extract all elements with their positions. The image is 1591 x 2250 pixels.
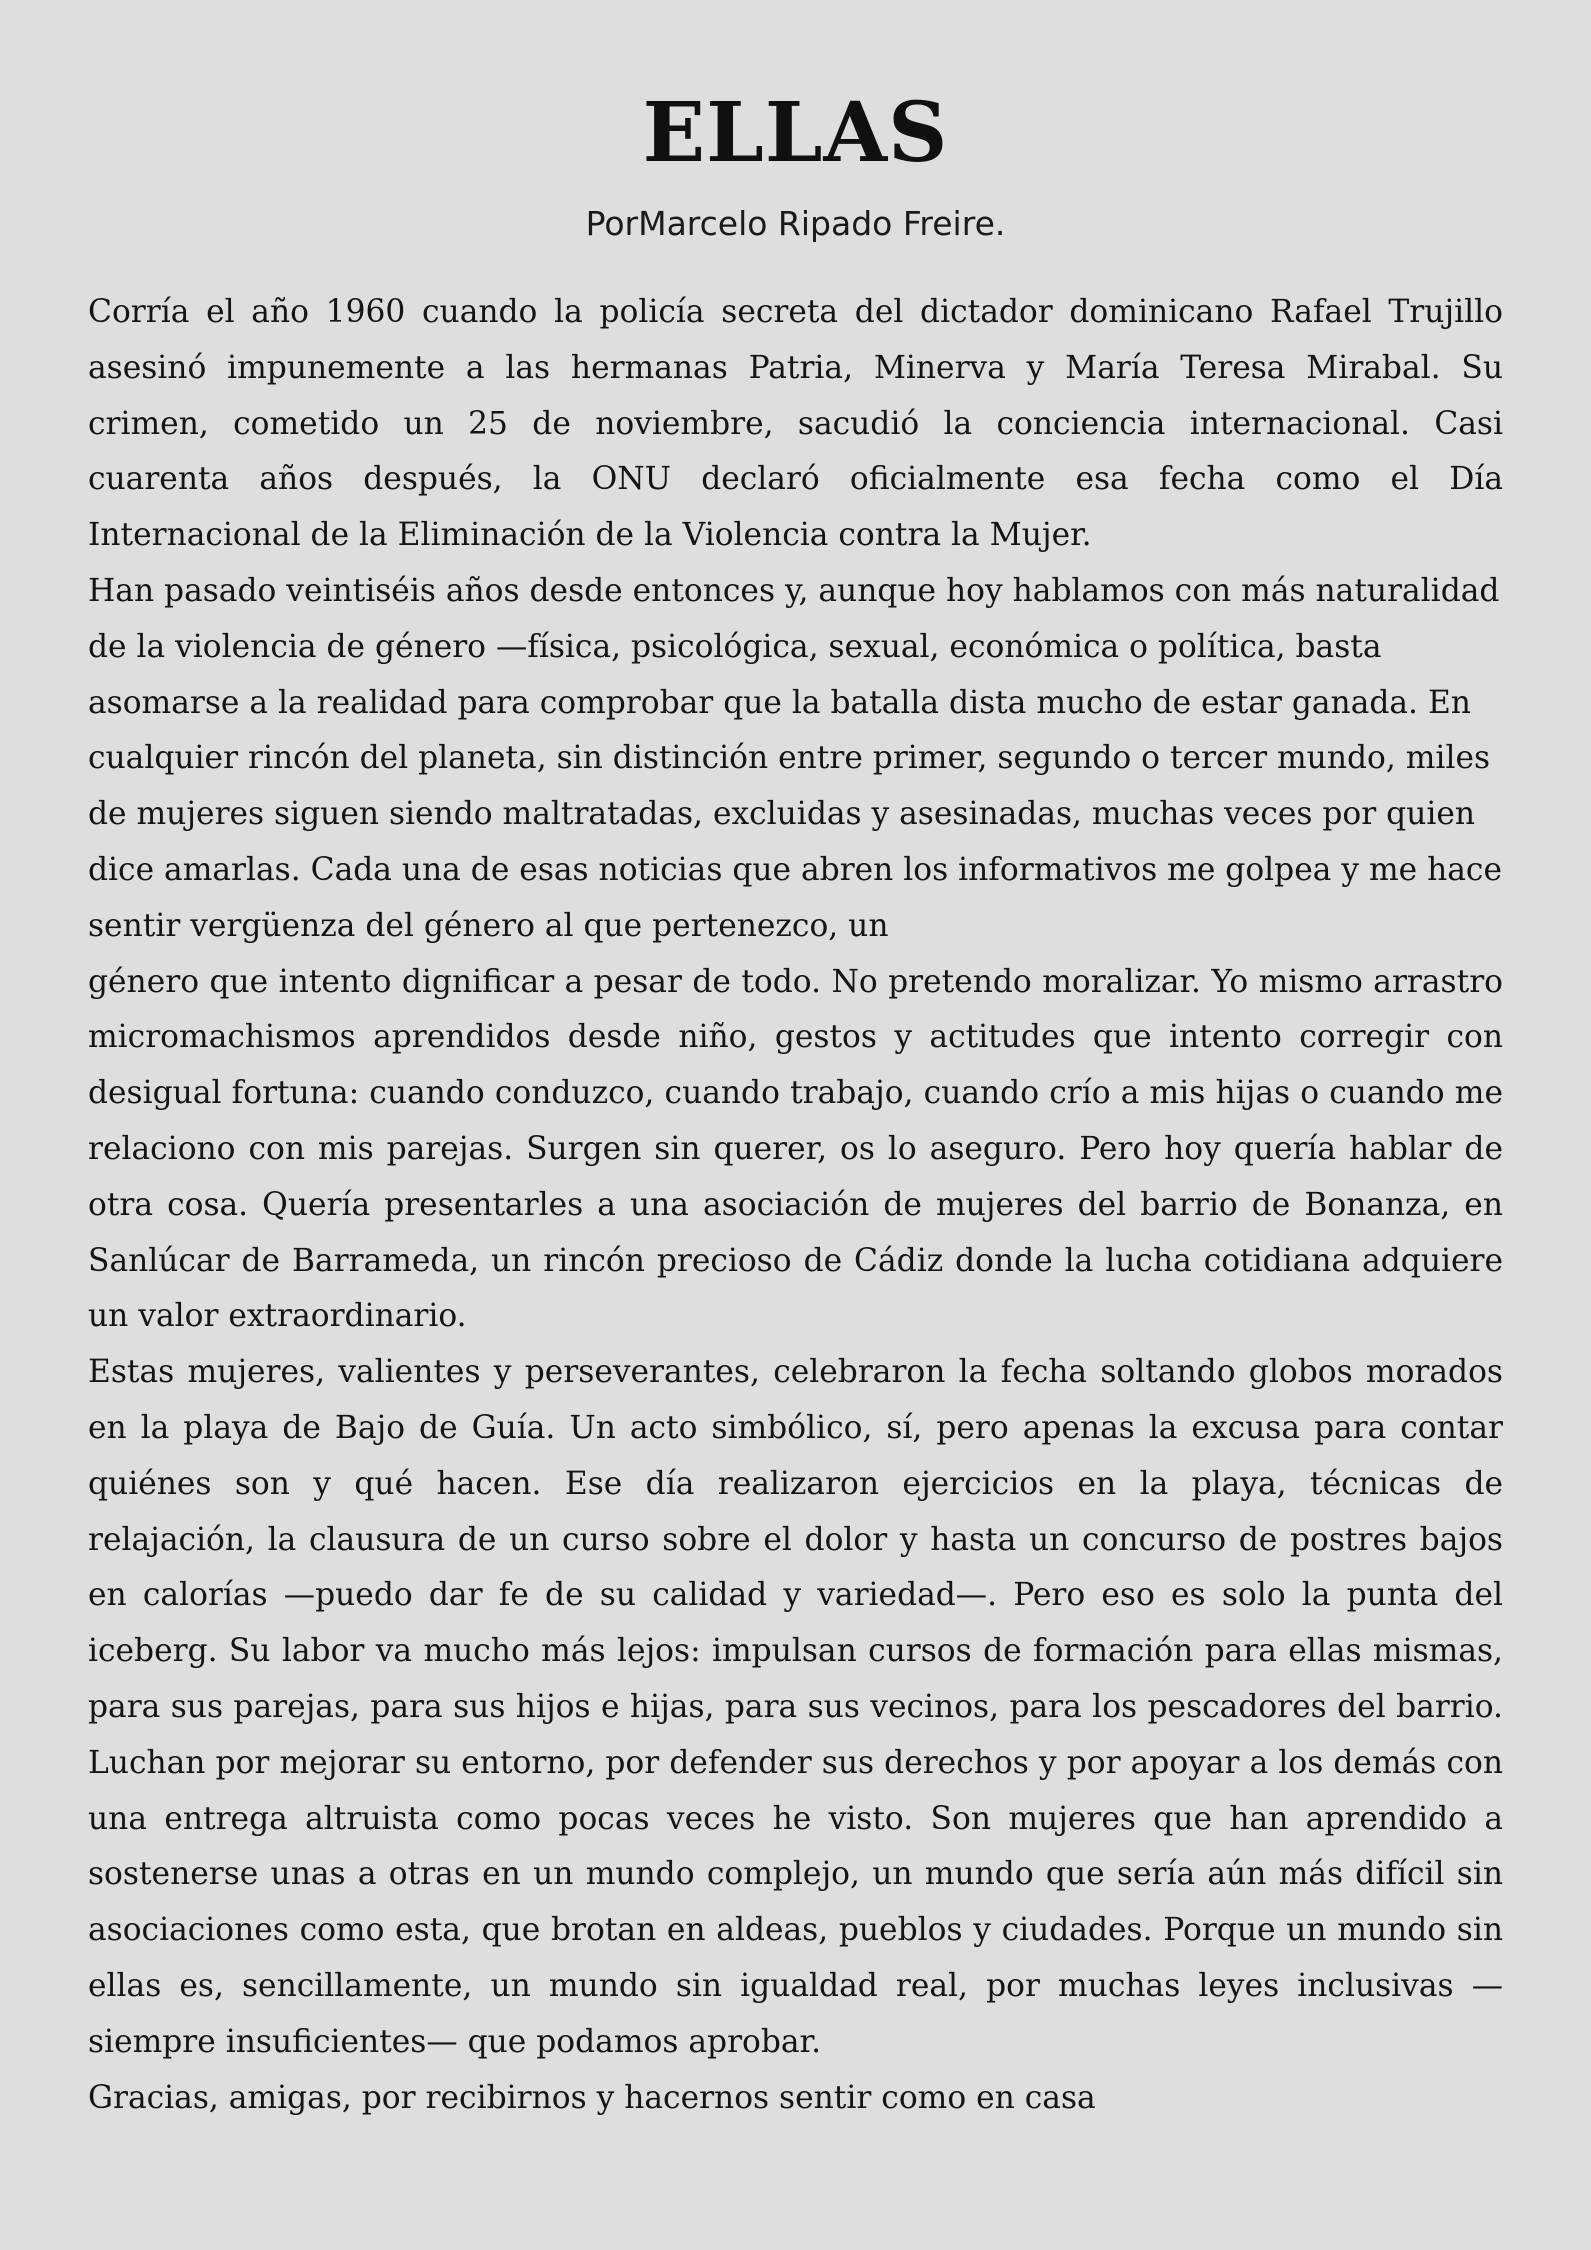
article-paragraph: Corría el año 1960 cuando la policía secreta del dictador dominicano Rafael Trujillo asesinó impunemente a las hermanas Patria, Minerva y María Teresa Mirabal. Su crimen, cometido un 25 de noviembre, sacudió la conciencia internacional. Casi cuarenta años después, la ONU declaró oficialmente esa fecha como el Día Internacional de la Eliminación de la Violencia contra la Mujer. bbox=[88, 294, 1503, 554]
article-paragraph: Han pasado veintiséis años desde entonces y, aunque hoy hablamos con más naturalidad de la violencia de género —física, psicológica, sexual, económica o política, basta asomarse a la realidad para comprobar que la batalla dista mucho de estar ganada. En cualquier rincón del planeta, sin distinción entre primer, segundo o tercer mundo, miles de mujeres siguen siendo maltratadas, excluidas y asesinadas, muchas veces por quien dice amarlas. Cada una de esas noticias que abren los informativos me golpea y me hace sentir vergüenza del género al que pertenezco, un bbox=[88, 572, 1502, 944]
magazine-logo: ELLAS bbox=[642, 85, 949, 181]
article-paragraph: género que intento dignificar a pesar de todo. No pretendo moralizar. Yo mismo arrastro micromachismos aprendidos desde niño, gestos y actitudes que intento corregir con desigual fortuna: cuando conduzco, cuando trabajo, cuando crío a mis hijas o cuando me relaciono con mis parejas. Surgen sin querer, os lo aseguro. Pero hoy quería hablar de otra cosa. Quería presentarles a una asociación de mujeres del barrio de Bonanza, en Sanlúcar de Barrameda, un rincón precioso de Cádiz donde la lucha cotidiana adquiere un valor extraordinario. bbox=[88, 963, 1503, 1335]
article-paragraph: Gracias, amigas, por recibirnos y hacernos sentir como en casa bbox=[88, 2079, 1096, 2116]
author-byline: PorMarcelo Ripado Freire. bbox=[585, 204, 1006, 243]
header bbox=[88, 0, 1503, 243]
article-paragraph: Estas mujeres, valientes y perseverantes, celebraron la fecha soltando globos morados en la playa de Bajo de Guía. Un acto simbólico, sí, pero apenas la excusa para contar quiénes son y qué hacen. Ese día realizaron ejercicios en la playa, técnicas de relajación, la clausura de un curso sobre el dolor y hasta un concurso de postres bajos en calorías —puedo dar fe de su calidad y variedad—. Pero eso es solo la punta del iceberg. Su labor va mucho más lejos: impulsan cursos de formación para ellas mismas, para sus parejas, para sus hijos e hijas, para sus vecinos, para los pescadores del barrio. Luchan por mejorar su entorno, por defender sus derechos y por apoyar a los demás con una entrega altruista como pocas veces he visto. Son mujeres que han aprendido a sostenerse unas a otras en un mundo complejo, un mundo que sería aún más difícil sin asociaciones como esta, que brotan en aldeas, pueblos y ciudades. Porque un mundo sin ellas es, sencillamente, un mundo sin igualdad real, por muchas leyes inclusivas —siempre insuficientes— que podamos aprobar. bbox=[88, 1354, 1503, 2060]
article-body bbox=[88, 285, 1503, 2126]
